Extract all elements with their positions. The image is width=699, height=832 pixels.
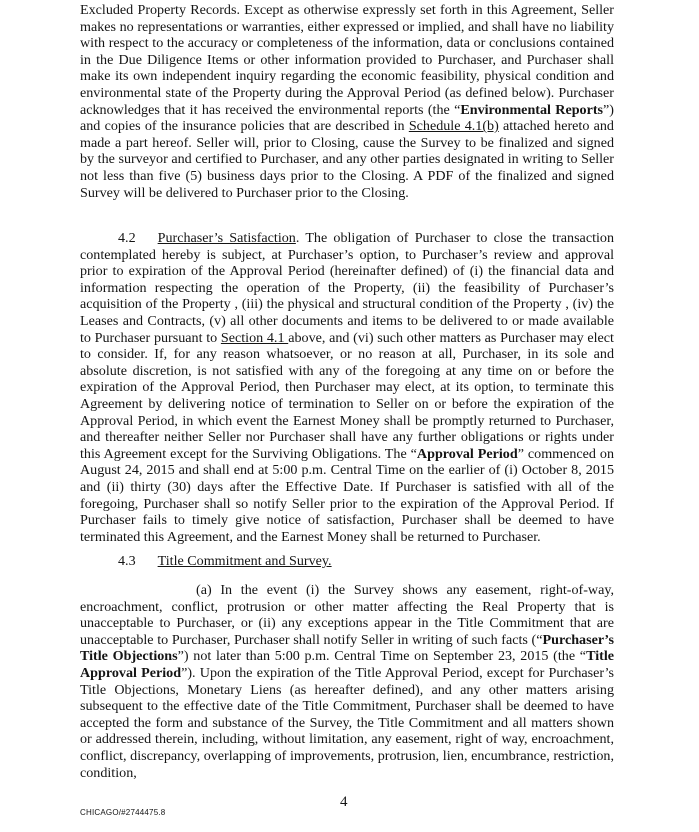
paragraph-text: ”) and copies of the insurance policies that are described in — [80, 101, 614, 135]
paragraph-excluded-property-records — [80, 2, 614, 201]
paragraph-text: above, and (vi) such other matters as Purchaser may elect to consider. If, for any reason whatsoever, or no reason at all, Purchaser, in its sole and absolute discretion, is not satisfied with any of the foregoing at any time on or before the expiration of the Approval Period, then Purchaser may elect, at its option, to terminate this Agreement by delivering notice of termination to Seller on or before the expiration of the Approval Period, in which event the Earnest Money shall be promptly returned to Purchaser, and thereafter neither Seller nor Purchaser shall have any further obligations or rights under this Agreement except for the Surviving Obligations. The “ — [80, 329, 614, 462]
paragraph-text: Excluded Property Records. Except as otherwise expressly set forth in this Agreement, Seller makes no representations or warranties, either expressed or implied, and shall have no liability with respect to the accuracy or completeness of the information, data or conclusions contained in the Due Diligence Items or other information provided to Purchaser, and Purchaser shall make its own independent inquiry regarding the economic feasibility, physical condition and environmental state of the Property during the Approval Period (as defined below). Purchaser acknowledges that it has received the environmental reports (the “ — [80, 2, 614, 118]
section-4-2-purchasers-satisfaction — [80, 230, 614, 545]
paragraph-text: . The obligation of Purchaser to close the transaction contemplated hereby is subject, at Purchaser’s option, to Purchaser’s review and approval prior to expiration of the Approval Period (hereinafter defined) of (i) the financial data and information respecting the operation of the Property, (ii) the feasibility of Purchaser’s acquisition of the Property , (iii) the physical and structural condition of the Property , (iv) the Leases and Contracts, (v) all other documents and items to be delivered to or made available to Purchaser pursuant to — [80, 230, 614, 346]
defined-term-title-approval-period: Title Approval Period — [80, 648, 614, 681]
paragraph-text: ” commenced on August 24, 2015 and shall end at 5:00 p.m. Central Time on the earlier of (i) October 8, 2015 and (ii) thirty (30) days after the Effective Date. If Purchaser is satisfied with all of the foregoing, Purchaser shall so notify Seller prior to the expiration of the Approval Period. If Purchaser fails to timely give notice of satisfaction, Purchaser shall be deemed to have terminated this Agreement, and the Earnest Money shall be returned to Purchaser. — [80, 445, 615, 545]
page-number: 4 — [340, 794, 348, 810]
section-number: 4.3 — [118, 553, 136, 569]
paragraph-text: ”) not later than 5:00 p.m. Central Time on September 23, 2015 (the “ — [177, 648, 587, 665]
section-heading: Title Commitment and Survey. — [157, 553, 332, 569]
paragraph-text: ”). Upon the expiration of the Title Approval Period, except for Purchaser’s Title Objections, Monetary Liens (as hereafter defined), and any other matters arising subsequent to the effective date of the Title Commitment, Purchaser shall be deemed to have accepted the form and substance of the Survey, the Title Commitment and all matters shown or addressed therein, including, without limitation, any easement, right of way, encroachment, conflict, discrepancy, overlapping of improvements, protrusion, lien, encumbrance, restriction, condition, — [80, 664, 614, 781]
paragraph-text: (a) In the event (i) the Survey shows any easement, right-of-way, encroachment, conflict, protrusion or other matter affecting the Real Property that is unacceptable to Purchaser, or (ii) any exceptions appear in the Title Commitment that are unacceptable to Purchaser, Purchaser shall notify Seller in writing of such facts (“ — [80, 582, 614, 648]
section-4-3-a-paragraph — [80, 582, 614, 781]
defined-term-purchasers-title-objections: Purchaser’s Title Objections — [80, 631, 614, 665]
section-4-3-heading — [80, 553, 614, 570]
section-reference: Section 4.1 — [220, 329, 289, 346]
paragraph-text: attached hereto and made a part hereof. Seller will, prior to Closing, cause the Survey to be finalized and signed by the surveyor and certified to Purchaser, and any other parties designated in writing to Seller not less than five (5) business days prior to the Closing. A PDF of the finalized and signed Survey will be delivered to Purchaser prior to the Closing. — [80, 118, 614, 201]
defined-term-environmental-reports: Environmental Reports — [460, 101, 604, 118]
section-number: 4.2 — [118, 230, 136, 246]
schedule-reference: Schedule 4.1(b) — [408, 118, 499, 135]
section-heading: Purchaser’s Satisfaction — [157, 230, 296, 246]
document-id: CHICAGO/#2744475.8 — [80, 808, 166, 817]
defined-term-approval-period: Approval Period — [416, 445, 518, 462]
